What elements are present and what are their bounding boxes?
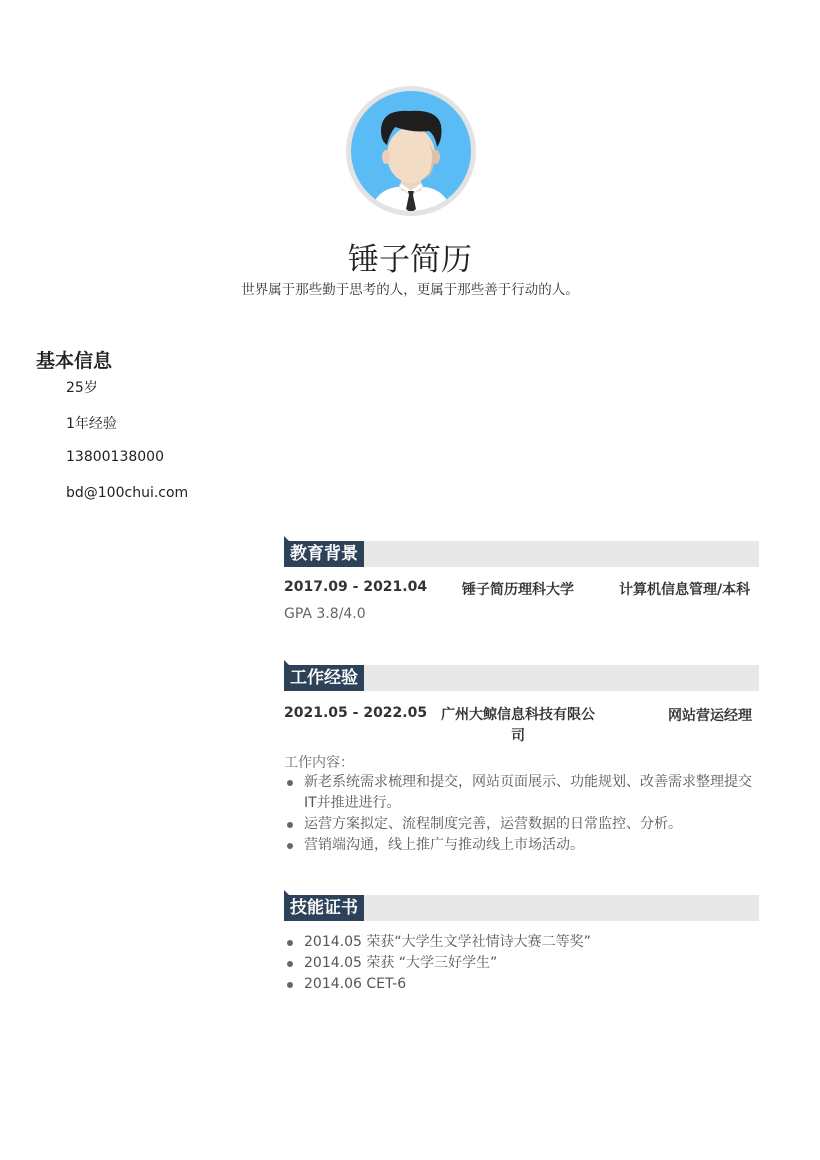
list-item: 新老系统需求梳理和提交，网站页面展示、功能规划、改善需求整理提交IT并推进进行。 — [284, 772, 760, 814]
avatar — [346, 86, 476, 216]
work-title: 工作经验 — [284, 665, 364, 691]
skills-title: 技能证书 — [284, 895, 364, 921]
education-title: 教育背景 — [284, 541, 364, 567]
basic-info-title: 基本信息 — [36, 350, 113, 372]
list-item: 营销端沟通，线上推广与推动线上市场活动。 — [284, 835, 760, 856]
age: 25岁 — [66, 380, 98, 396]
work-company: 广州大鲸信息科技有限公司 — [441, 707, 595, 744]
male-avatar-icon — [351, 91, 471, 211]
list-item: 2014.05 荣获“大学生文学社情诗大赛二等奖” — [284, 932, 760, 953]
list-item: 2014.06 CET-6 — [284, 974, 760, 995]
list-item: 2014.05 荣获 “大学三好学生” — [284, 953, 760, 974]
phone: 13800138000 — [66, 449, 164, 465]
resume-name: 锤子简历 — [348, 242, 472, 278]
education-period: 2017.09 - 2021.04 — [284, 579, 428, 595]
education-major: 计算机信息管理/本科 — [619, 582, 751, 598]
education-gpa: GPA 3.8/4.0 — [284, 606, 366, 622]
email: bd@100chui.com — [66, 485, 189, 501]
experience: 1年经验 — [66, 416, 117, 432]
work-section-header — [284, 665, 759, 691]
list-item: 运营方案拟定、流程制度完善，运营数据的日常监控、分析。 — [284, 814, 760, 835]
work-bullets — [284, 772, 760, 856]
motto: 世界属于那些勤于思考的人，更属于那些善于行动的人。 — [241, 282, 579, 298]
work-position: 网站营运经理 — [668, 708, 752, 724]
education-school: 锤子简历理科大学 — [462, 582, 574, 598]
work-content-label: 工作内容： — [284, 755, 354, 771]
work-period: 2021.05 - 2022.05 — [284, 705, 428, 721]
skills-list — [284, 932, 760, 995]
education-section-header — [284, 541, 759, 567]
skills-section-header — [284, 895, 759, 921]
